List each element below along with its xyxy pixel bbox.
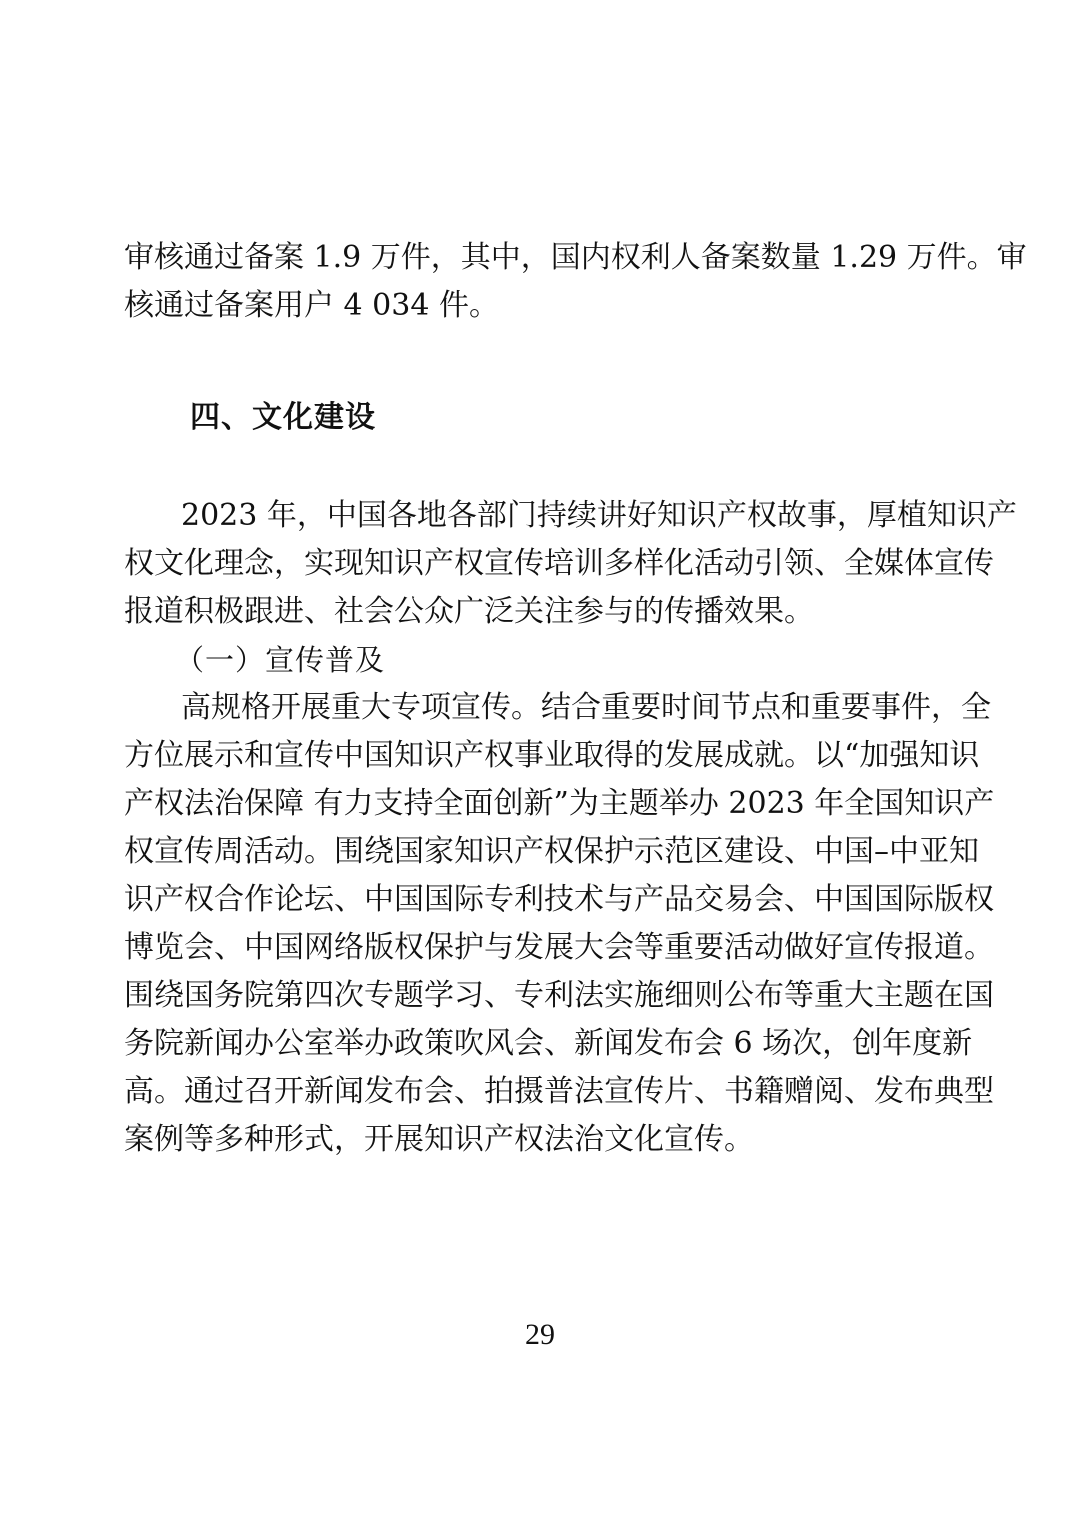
text-line: 案例等多种形式，开展知识产权法治文化宣传。 <box>124 1122 754 1157</box>
text-line: 围绕国务院第四次专题学习、专利法实施细则公布等重大主题在国 <box>124 978 994 1013</box>
text-line: 权宣传周活动。围绕国家知识产权保护示范区建设、中国–中亚知 <box>124 834 979 869</box>
text-line: 产权法治保障 有力支持全面创新”为主题举办 2023 年全国知识产 <box>124 786 995 821</box>
text-line: 核通过备案用户 4 034 件。 <box>124 288 499 323</box>
subsection-heading: （一）宣传普及 <box>175 643 386 677</box>
text-line: 方位展示和宣传中国知识产权事业取得的发展成就。以“加强知识 <box>124 738 980 773</box>
text-line: 博览会、中国网络版权保护与发展大会等重要活动做好宣传报道。 <box>124 930 994 965</box>
section-heading: 四、文化建设 <box>190 400 376 435</box>
text-line: 2023 年，中国各地各部门持续讲好知识产权故事，厚植知识产 <box>181 498 1017 533</box>
text-line: 报道积极跟进、社会公众广泛关注参与的传播效果。 <box>124 594 814 629</box>
text-line: 务院新闻办公室举办政策吹风会、新闻发布会 6 场次，创年度新 <box>124 1026 973 1061</box>
page-number: 29 <box>525 1318 555 1351</box>
text-line: 高。通过召开新闻发布会、拍摄普法宣传片、书籍赠阅、发布典型 <box>124 1074 994 1109</box>
text-line: 权文化理念，实现知识产权宣传培训多样化活动引领、全媒体宣传 <box>124 546 994 581</box>
text-line: 识产权合作论坛、中国国际专利技术与产品交易会、中国国际版权 <box>124 882 994 917</box>
text-line: 审核通过备案 1.9 万件，其中，国内权利人备案数量 1.29 万件。审 <box>124 240 1027 275</box>
text-line: 高规格开展重大专项宣传。结合重要时间节点和重要事件，全 <box>181 690 991 725</box>
